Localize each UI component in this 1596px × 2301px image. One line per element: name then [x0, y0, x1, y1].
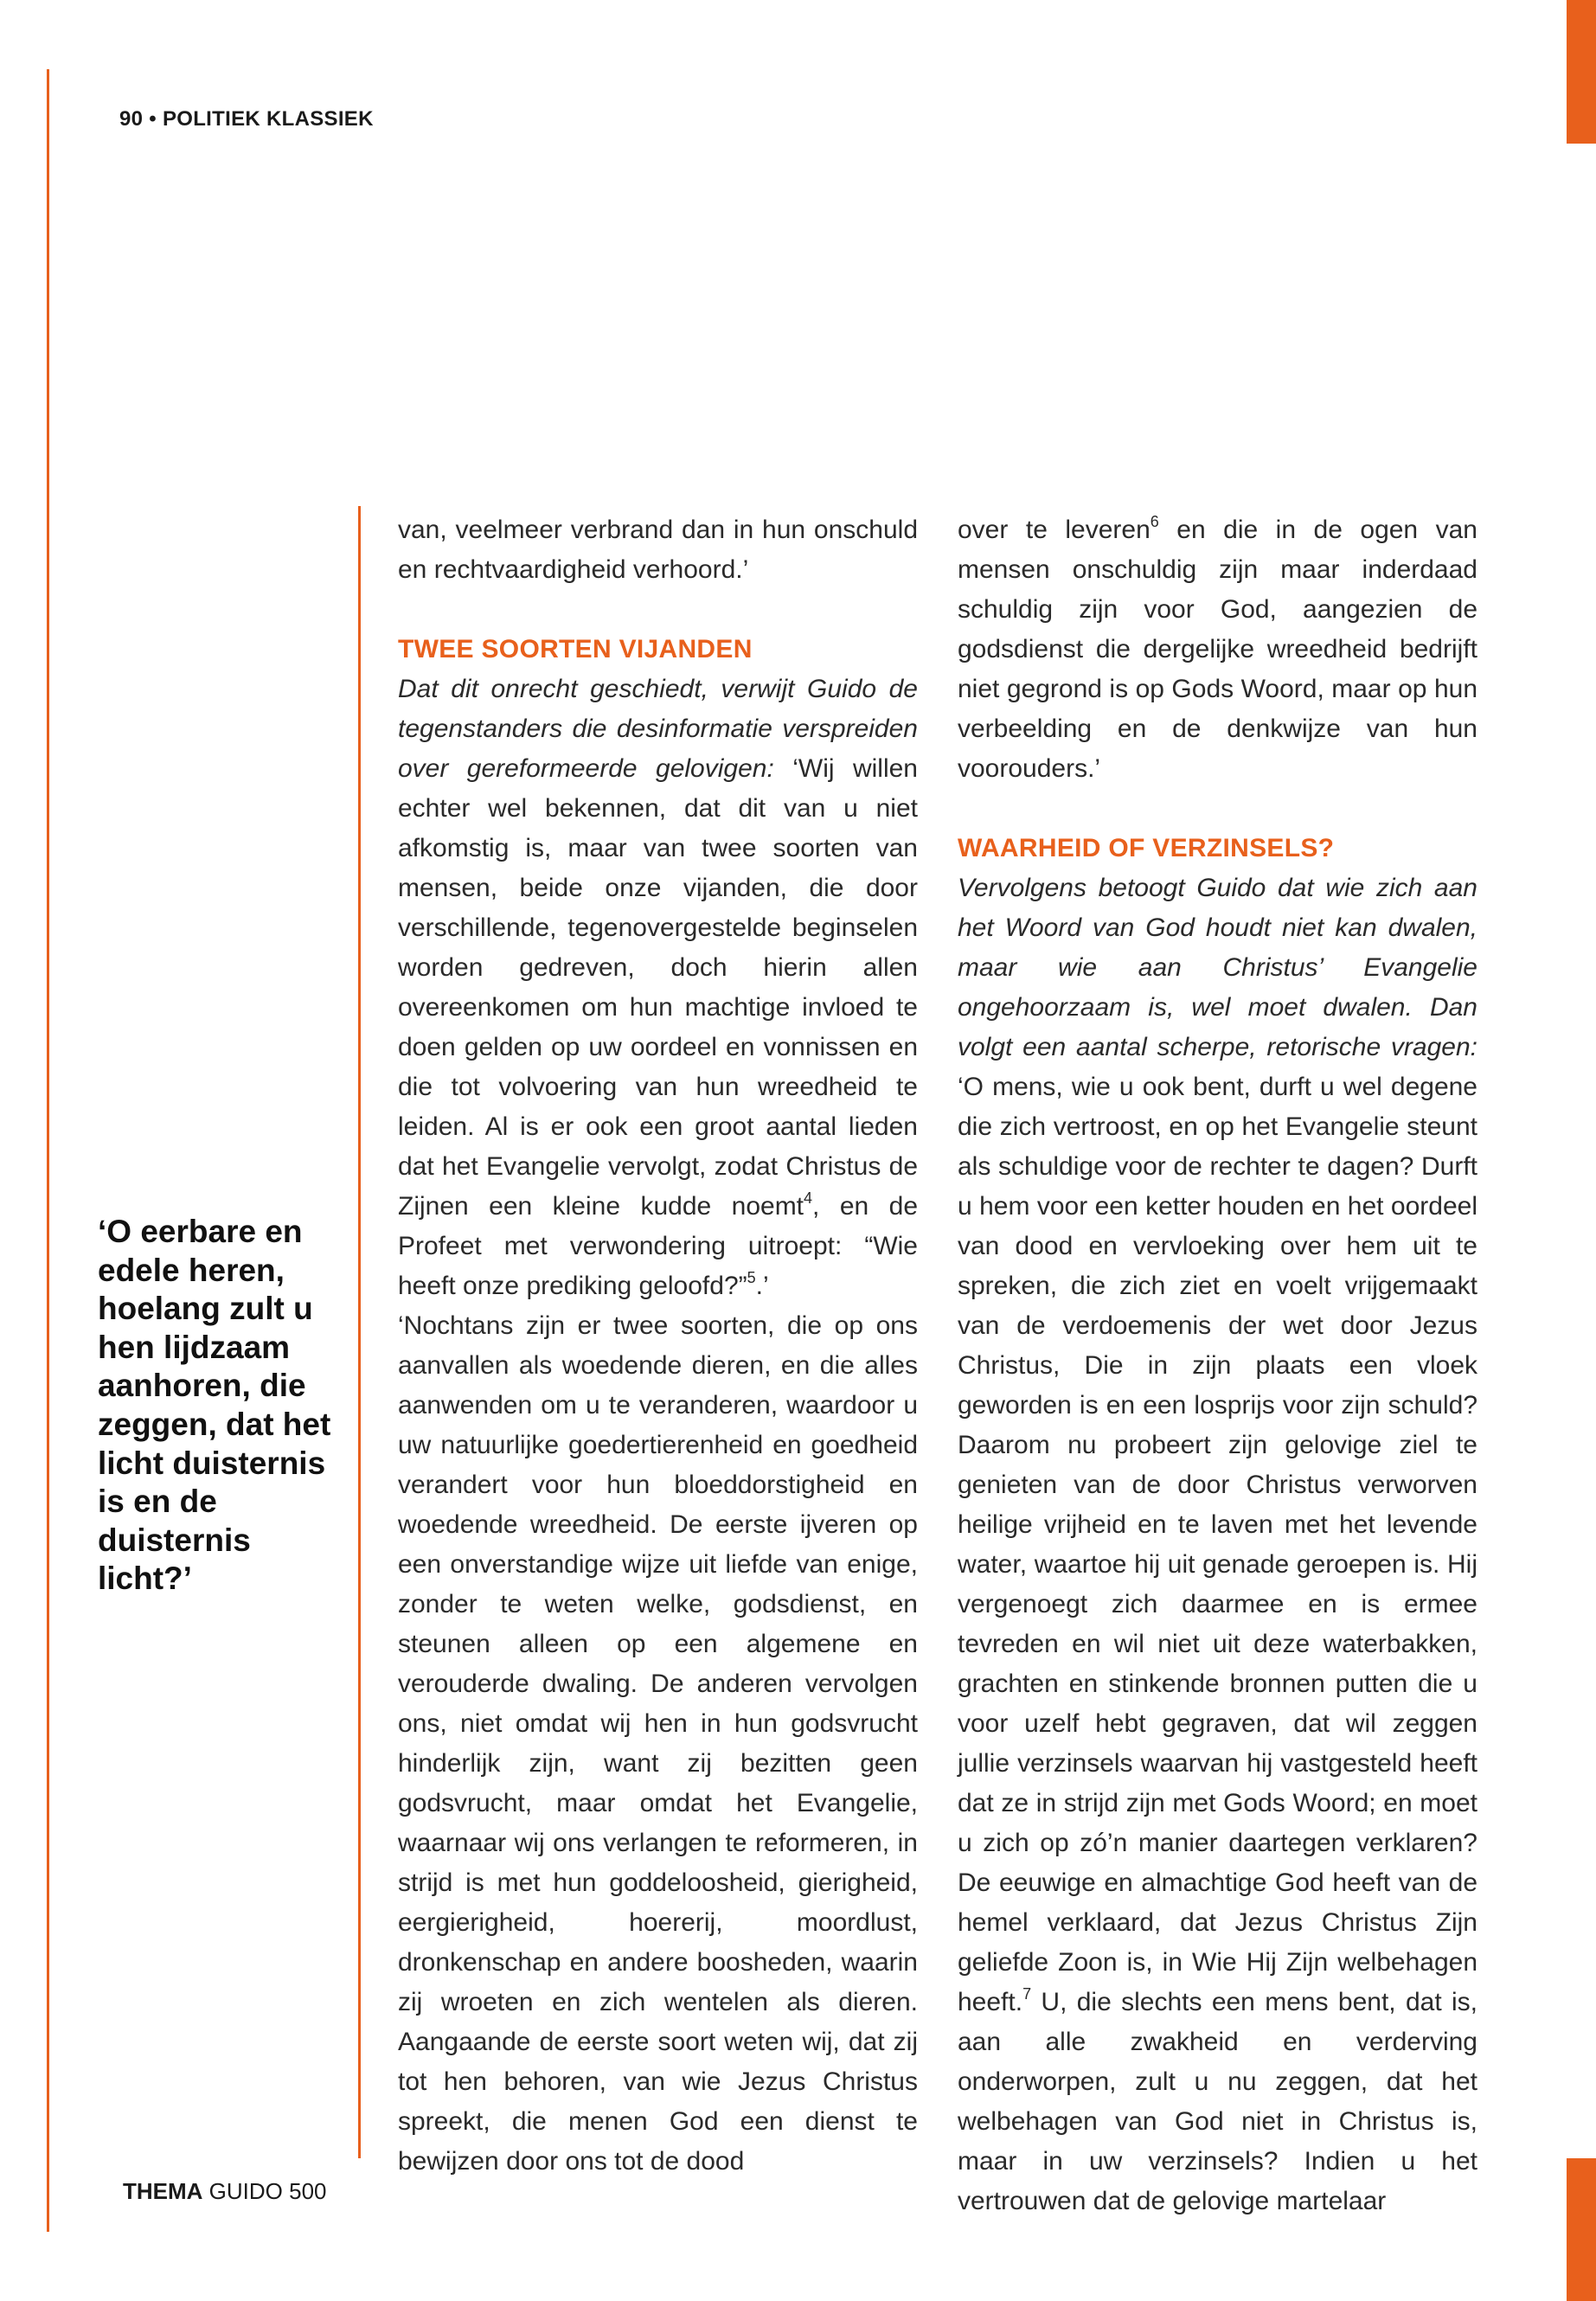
section-heading: WAARHEID OF VERZINSELS? — [958, 834, 1335, 862]
text-column-right — [958, 510, 1477, 2221]
quote-text: en die in de ogen van mensen onschuldig zijn maar inderdaad schuldig zijn voor God, aangezien de godsdienst die dergelijke wreedheid bedrijft niet gegrond is op Gods Woord, maar op hun verbeelding en de denkwijze van hun voorouders.’ — [958, 516, 1477, 783]
paragraph: ‘Nochtans zijn er twee soorten, die op ons aanvallen als woedende dieren, en die alles aanwenden om u te veranderen, waardoor u uw natuurlijke goedertierenheid en goedheid verandert voor hun bloeddorstigheid en woedende wreedheid. De eerste ijveren op een onverstandige wijze uit liefde van enige, zonder te weten welke, godsdienst, en steunen alleen op een algemene en verouderde dwaling. De anderen vervolgen ons, niet omdat wij hen in hun godsvrucht hinderlijk zijn, want zij bezitten geen godsvrucht, maar omdat het Evangelie, waarnaar wij ons verlangen te reformeren, in strijd is met hun goddeloosheid, gierigheid, eergierigheid, hoererij, moordlust, dronkenschap en andere boosheden, waarin zij wroeten en zich wentelen als dieren. Aangaande de eerste soort weten wij, dat zij tot hen behoren, van wie Jezus Christus spreekt, die menen God een dienst te bewijzen door ons tot de dood — [398, 1311, 918, 2176]
quote-end: .’ — [755, 1272, 769, 1300]
intro-italic: Dat dit onrecht geschiedt, verwijt Guido de tegenstanders die desinformatie verspreiden over gereformeerde gelovigen: — [398, 675, 918, 783]
running-header — [119, 107, 374, 131]
paragraph — [398, 670, 918, 1306]
quote-text: ‘O mens, wie u ook bent, durft u wel degene die zich vertroost, en op het Evangelie steunt als schuldige voor de rechter te dagen? Durft u hem voor een ketter houden en het oordeel van dood en vervloeking over hem uit te spreken, die zich ziet en voelt vrijgemaakt van de verdoemenis der wet door Jezus Christus, Die in zijn plaats een vloek geworden is en een losprijs voor zijn schuld? Daarom nu probeert zijn gelovige ziel te genieten van de door Christus verworven heilige vrijheid en te laven met het levende water, waartoe hij uit genade geroepen is. Hij vergenoegt zich daarmee en is ermee tevreden en wil niet uit deze waterbakken, grachten en stinkende bronnen putten die u voor uzelf hebt gegraven, dat wil zeggen jullie verzinsels waarvan hij vastgesteld heeft dat ze in strijd zijn met Gods Woord; en moet u zich op zó’n manier daartegen verklaren? De eeuwige en almachtige God heeft van de hemel verklaard, dat Jezus Christus Zijn geliefde Zoon is, in Wie Hij Zijn welbehagen heeft. — [958, 1073, 1477, 2016]
paragraph — [958, 868, 1477, 2221]
quote-text: over te leveren — [958, 516, 1151, 544]
section-title: POLITIEK KLASSIEK — [162, 107, 374, 131]
page-margin-rule — [47, 69, 49, 2232]
column-divider-rule — [358, 506, 361, 2158]
section-heading: TWEE SOORTEN VIJANDEN — [398, 635, 753, 663]
paragraph — [958, 510, 1477, 789]
intro-italic: Vervolgens betoogt Guido dat wie zich aan het Woord van God houdt niet kan dwalen, maar wie aan Christus’ Evangelie ongehoorzaam is, wel moet dwalen. Dan volgt een aantal scherpe, retorische vragen: — [958, 874, 1477, 1061]
quote-text: , en de Profeet met verwondering uitroept: “Wie heeft onze prediking geloofd?” — [398, 1192, 918, 1300]
text-column-left — [398, 510, 918, 2182]
footnote-ref: 7 — [1022, 1985, 1032, 2003]
footnote-ref: 6 — [1150, 513, 1159, 530]
quote-text: U, die slechts een mens bent, dat is, aan alle zwakheid en verderving onderworpen, zult u nu zeggen, dat het welbehagen van God niet in Christus is, maar in uw verzinsels? Indien u het vertrouwen dat de gelovige martelaar — [958, 1988, 1477, 2215]
footer-issue: GUIDO 500 — [208, 2178, 327, 2204]
pull-quote: ‘O eerbare en edele heren, hoelang zult u hen lijdzaam aanhoren, die zeggen, dat het licht duisternis is en de duisternis licht?’ — [98, 1214, 331, 1597]
quote-text: ‘Wij willen echter wel bekennen, dat dit van u niet afkomstig is, maar van twee soorten van mensen, beide onze vijanden, die door verschillende, tegenovergestelde beginselen worden gedreven, doch hierin allen overeenkomen om hun machtige invloed te doen gelden op uw oordeel en vonnissen en die tot volvoering van hun wreedheid te leiden. Al is er ook een groot aantal lieden dat het Evangelie vervolgt, zodat Christus de Zijnen een kleine kudde noemt — [398, 754, 918, 1221]
page-number: 90 — [119, 107, 144, 131]
footer — [123, 2178, 327, 2205]
orange-edge-tab-bottom — [1567, 2158, 1596, 2301]
footer-brand: THEMA — [123, 2178, 203, 2204]
footnote-ref: 5 — [747, 1269, 756, 1286]
footnote-ref: 4 — [804, 1189, 813, 1207]
header-separator: • — [149, 107, 157, 131]
orange-edge-tab-top — [1567, 0, 1596, 144]
paragraph: van, veelmeer verbrand dan in hun onschuld en rechtvaardigheid verhoord.’ — [398, 516, 918, 584]
